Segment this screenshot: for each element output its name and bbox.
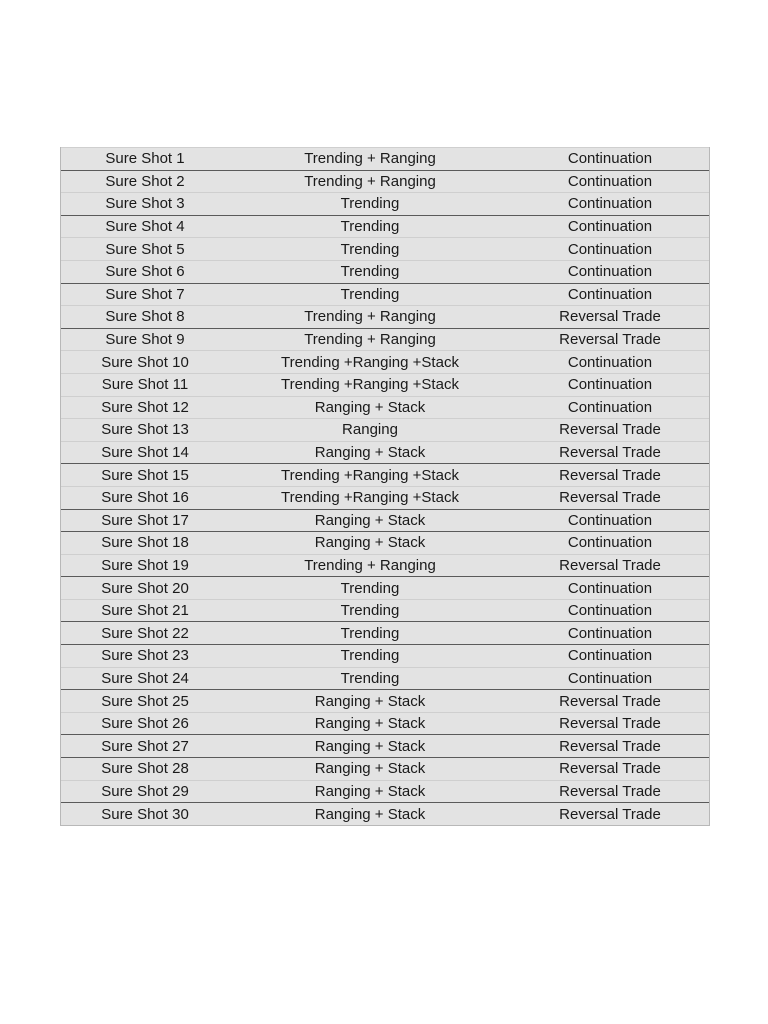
setup-name-cell: Sure Shot 29 bbox=[61, 780, 229, 803]
trade-type-cell: Reversal Trade bbox=[511, 712, 709, 735]
setup-name-cell: Sure Shot 1 bbox=[61, 148, 229, 171]
trade-type-cell: Continuation bbox=[511, 532, 709, 555]
setup-name-cell: Sure Shot 19 bbox=[61, 554, 229, 577]
table-row bbox=[61, 396, 709, 419]
market-condition-cell: Trending bbox=[229, 645, 511, 668]
market-condition-cell: Trending + Ranging bbox=[229, 328, 511, 351]
setup-name-cell: Sure Shot 24 bbox=[61, 667, 229, 690]
trade-type-cell: Reversal Trade bbox=[511, 690, 709, 713]
trade-type-cell: Continuation bbox=[511, 238, 709, 261]
market-condition-cell: Trending bbox=[229, 260, 511, 283]
trade-type-cell: Reversal Trade bbox=[511, 803, 709, 825]
market-condition-cell: Trending + Ranging bbox=[229, 306, 511, 329]
market-condition-cell: Trending + Ranging bbox=[229, 554, 511, 577]
table-row bbox=[61, 667, 709, 690]
trade-type-cell: Reversal Trade bbox=[511, 758, 709, 781]
setup-name-cell: Sure Shot 20 bbox=[61, 577, 229, 600]
setup-name-cell: Sure Shot 2 bbox=[61, 170, 229, 193]
market-condition-cell: Ranging + Stack bbox=[229, 735, 511, 758]
trade-type-cell: Continuation bbox=[511, 373, 709, 396]
sure-shot-table bbox=[60, 147, 710, 826]
market-condition-cell: Trending +Ranging +Stack bbox=[229, 373, 511, 396]
trade-type-cell: Continuation bbox=[511, 396, 709, 419]
market-condition-cell: Ranging + Stack bbox=[229, 780, 511, 803]
trade-type-cell: Reversal Trade bbox=[511, 419, 709, 442]
setup-name-cell: Sure Shot 21 bbox=[61, 599, 229, 622]
trade-type-cell: Continuation bbox=[511, 283, 709, 306]
setup-name-cell: Sure Shot 9 bbox=[61, 328, 229, 351]
setup-name-cell: Sure Shot 7 bbox=[61, 283, 229, 306]
setup-name-cell: Sure Shot 22 bbox=[61, 622, 229, 645]
trade-type-cell: Reversal Trade bbox=[511, 464, 709, 487]
table-row bbox=[61, 577, 709, 600]
trade-type-cell: Continuation bbox=[511, 260, 709, 283]
market-condition-cell: Ranging + Stack bbox=[229, 509, 511, 532]
table-row bbox=[61, 735, 709, 758]
setup-name-cell: Sure Shot 25 bbox=[61, 690, 229, 713]
setup-name-cell: Sure Shot 18 bbox=[61, 532, 229, 555]
table-row bbox=[61, 260, 709, 283]
table-row bbox=[61, 509, 709, 532]
setup-name-cell: Sure Shot 27 bbox=[61, 735, 229, 758]
table-row bbox=[61, 532, 709, 555]
trade-type-cell: Continuation bbox=[511, 599, 709, 622]
trade-type-cell: Continuation bbox=[511, 622, 709, 645]
table-row bbox=[61, 645, 709, 668]
table-row bbox=[61, 193, 709, 216]
setup-name-cell: Sure Shot 16 bbox=[61, 486, 229, 509]
market-condition-cell: Ranging + Stack bbox=[229, 690, 511, 713]
trade-type-cell: Continuation bbox=[511, 148, 709, 171]
table-body bbox=[61, 148, 709, 825]
trade-type-cell: Reversal Trade bbox=[511, 735, 709, 758]
market-condition-cell: Trending bbox=[229, 577, 511, 600]
trade-type-cell: Reversal Trade bbox=[511, 780, 709, 803]
market-condition-cell: Trending +Ranging +Stack bbox=[229, 351, 511, 374]
trade-type-cell: Reversal Trade bbox=[511, 306, 709, 329]
setup-name-cell: Sure Shot 12 bbox=[61, 396, 229, 419]
market-condition-cell: Ranging + Stack bbox=[229, 532, 511, 555]
setup-name-cell: Sure Shot 4 bbox=[61, 215, 229, 238]
market-condition-cell: Trending bbox=[229, 622, 511, 645]
market-condition-cell: Ranging + Stack bbox=[229, 441, 511, 464]
table-row bbox=[61, 554, 709, 577]
market-condition-cell: Ranging + Stack bbox=[229, 396, 511, 419]
setup-name-cell: Sure Shot 26 bbox=[61, 712, 229, 735]
table-row bbox=[61, 170, 709, 193]
table-row bbox=[61, 758, 709, 781]
setup-name-cell: Sure Shot 14 bbox=[61, 441, 229, 464]
table-row bbox=[61, 373, 709, 396]
setup-name-cell: Sure Shot 11 bbox=[61, 373, 229, 396]
market-condition-cell: Trending bbox=[229, 599, 511, 622]
setup-name-cell: Sure Shot 10 bbox=[61, 351, 229, 374]
setup-name-cell: Sure Shot 6 bbox=[61, 260, 229, 283]
table-row bbox=[61, 712, 709, 735]
trade-type-cell: Continuation bbox=[511, 215, 709, 238]
table-row bbox=[61, 351, 709, 374]
setup-name-cell: Sure Shot 15 bbox=[61, 464, 229, 487]
market-condition-cell: Ranging + Stack bbox=[229, 712, 511, 735]
table-row bbox=[61, 690, 709, 713]
setup-name-cell: Sure Shot 8 bbox=[61, 306, 229, 329]
market-condition-cell: Trending bbox=[229, 667, 511, 690]
table-row bbox=[61, 215, 709, 238]
trade-type-cell: Continuation bbox=[511, 577, 709, 600]
trade-type-cell: Continuation bbox=[511, 193, 709, 216]
setup-name-cell: Sure Shot 28 bbox=[61, 758, 229, 781]
trade-type-cell: Continuation bbox=[511, 645, 709, 668]
trade-type-cell: Continuation bbox=[511, 667, 709, 690]
market-condition-cell: Trending +Ranging +Stack bbox=[229, 464, 511, 487]
sure-shot-grid bbox=[61, 147, 709, 825]
trade-type-cell: Continuation bbox=[511, 509, 709, 532]
market-condition-cell: Ranging + Stack bbox=[229, 803, 511, 825]
table-row bbox=[61, 803, 709, 825]
market-condition-cell: Trending +Ranging +Stack bbox=[229, 486, 511, 509]
setup-name-cell: Sure Shot 5 bbox=[61, 238, 229, 261]
market-condition-cell: Trending bbox=[229, 193, 511, 216]
table-row bbox=[61, 419, 709, 442]
table-row bbox=[61, 441, 709, 464]
trade-type-cell: Continuation bbox=[511, 351, 709, 374]
table-row bbox=[61, 148, 709, 171]
trade-type-cell: Reversal Trade bbox=[511, 554, 709, 577]
table-row bbox=[61, 283, 709, 306]
setup-name-cell: Sure Shot 13 bbox=[61, 419, 229, 442]
table-row bbox=[61, 464, 709, 487]
market-condition-cell: Trending bbox=[229, 238, 511, 261]
setup-name-cell: Sure Shot 3 bbox=[61, 193, 229, 216]
trade-type-cell: Reversal Trade bbox=[511, 486, 709, 509]
trade-type-cell: Continuation bbox=[511, 170, 709, 193]
setup-name-cell: Sure Shot 17 bbox=[61, 509, 229, 532]
table-row bbox=[61, 622, 709, 645]
market-condition-cell: Ranging + Stack bbox=[229, 758, 511, 781]
market-condition-cell: Ranging bbox=[229, 419, 511, 442]
trade-type-cell: Reversal Trade bbox=[511, 441, 709, 464]
table-row bbox=[61, 306, 709, 329]
setup-name-cell: Sure Shot 30 bbox=[61, 803, 229, 825]
market-condition-cell: Trending bbox=[229, 283, 511, 306]
table-row bbox=[61, 328, 709, 351]
table-row bbox=[61, 486, 709, 509]
market-condition-cell: Trending + Ranging bbox=[229, 170, 511, 193]
market-condition-cell: Trending bbox=[229, 215, 511, 238]
table-row bbox=[61, 599, 709, 622]
setup-name-cell: Sure Shot 23 bbox=[61, 645, 229, 668]
table-row bbox=[61, 780, 709, 803]
trade-type-cell: Reversal Trade bbox=[511, 328, 709, 351]
table-row bbox=[61, 238, 709, 261]
market-condition-cell: Trending + Ranging bbox=[229, 148, 511, 171]
